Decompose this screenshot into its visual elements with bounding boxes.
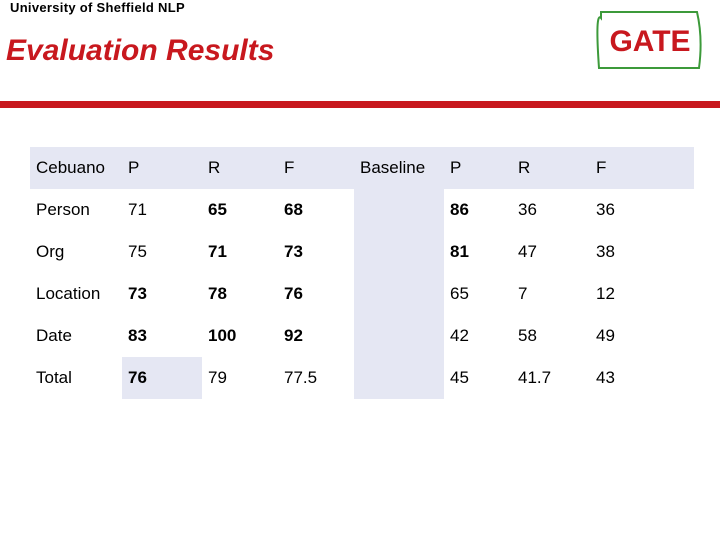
cell-baseline-p: 65: [450, 284, 469, 303]
cell-baseline: [354, 189, 444, 231]
table-row: [30, 189, 694, 231]
cell-r: 71: [208, 242, 227, 261]
table-header-row: [30, 147, 694, 189]
table-row: [30, 357, 694, 399]
cell-baseline: [354, 273, 444, 315]
cell-r: 79: [208, 368, 227, 387]
cell-baseline-r: 7: [518, 284, 528, 303]
cell-f: 73: [284, 242, 303, 261]
table-row: [30, 231, 694, 273]
row-label: Date: [36, 326, 72, 345]
cell-baseline-r: 36: [518, 200, 537, 219]
header-r: R: [202, 147, 278, 189]
cell-r: 100: [208, 326, 237, 345]
table-row: [30, 315, 694, 357]
title-divider: [0, 101, 720, 108]
cell-r: 65: [208, 200, 227, 219]
row-label: Org: [36, 242, 65, 261]
header-baseline-p: P: [444, 147, 512, 189]
header-f: F: [278, 147, 354, 189]
cell-baseline-p: 42: [450, 326, 469, 345]
cell-baseline-f: 49: [596, 326, 615, 345]
cell-baseline-f: 36: [596, 200, 615, 219]
cell-f: 68: [284, 200, 303, 219]
cell-baseline-r: 41.7: [518, 368, 552, 387]
cell-f: 77.5: [284, 368, 318, 387]
cell-baseline-f: 43: [596, 368, 615, 387]
cell-baseline-r: 58: [518, 326, 537, 345]
table-row: [30, 273, 694, 315]
cell-baseline-f: 38: [596, 242, 615, 261]
row-label: Location: [36, 284, 101, 303]
cell-baseline-p: 45: [450, 368, 469, 387]
cell-baseline: [354, 315, 444, 357]
cell-baseline-f: 12: [596, 284, 615, 303]
logo-text: GATE: [609, 25, 691, 58]
cell-r: 78: [208, 284, 227, 303]
cell-baseline-r: 47: [518, 242, 537, 261]
cell-p: 76: [122, 357, 202, 399]
cell-f: 76: [284, 284, 303, 303]
cell-baseline-p: 81: [450, 242, 469, 261]
cell-f: 92: [284, 326, 303, 345]
row-label: Total: [36, 368, 72, 387]
header-baseline: Baseline: [354, 147, 444, 189]
cell-baseline: [354, 231, 444, 273]
cell-p: 83: [128, 326, 147, 345]
evaluation-table: [30, 147, 694, 399]
header-baseline-f: F: [590, 147, 694, 189]
cell-baseline-p: 86: [450, 200, 469, 219]
gate-logo: [595, 8, 705, 72]
cell-p: 75: [128, 242, 147, 261]
cell-p: 73: [128, 284, 147, 303]
row-label: Person: [36, 200, 90, 219]
cell-p: 71: [128, 200, 147, 219]
header-cebuano: Cebuano: [30, 147, 122, 189]
page-title: Evaluation Results: [6, 34, 275, 67]
cell-baseline: [354, 357, 444, 399]
header-baseline-r: R: [512, 147, 590, 189]
university-label: University of Sheffield NLP: [10, 0, 185, 15]
header-p: P: [122, 147, 202, 189]
